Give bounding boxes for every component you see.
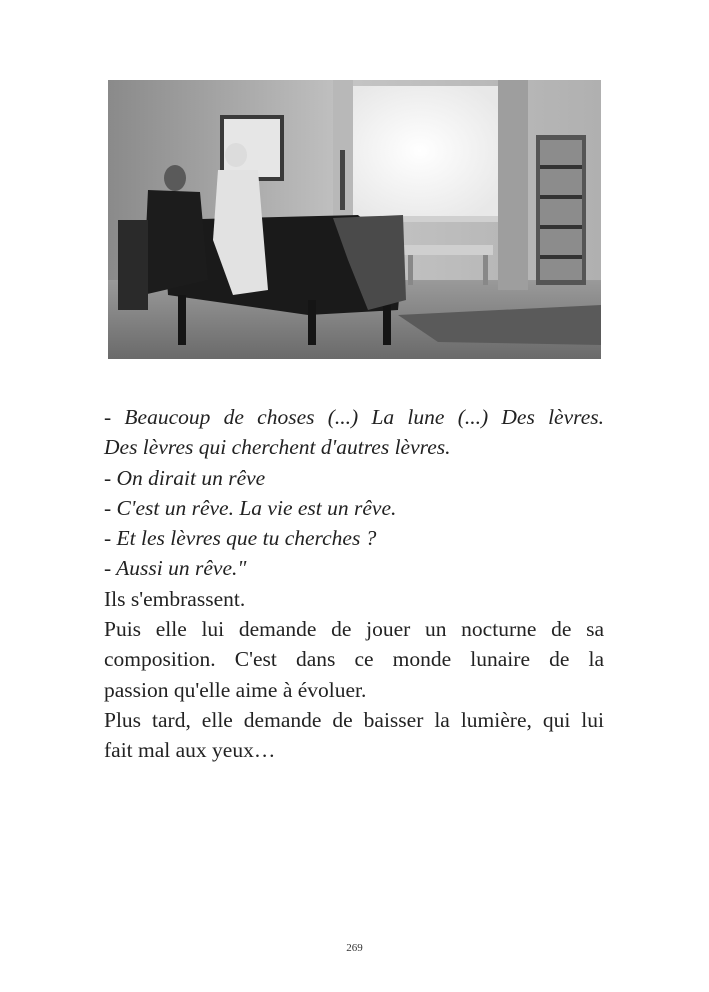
narration-line: passion qu'elle aime à évoluer. <box>104 677 367 702</box>
body-text <box>104 402 604 766</box>
dialogue-line: Des lèvres qui cherchent d'autres lèvres. <box>104 435 451 460</box>
narration-line: Puis elle lui demande de jouer un nocturne de sa <box>104 617 604 642</box>
dialogue-line: - Aussi un rêve." <box>104 556 247 581</box>
dialogue-line: - Beaucoup de choses (...) La lune (...) Des lèvres. <box>104 405 604 429</box>
dialogue-line: - Et les lèvres que tu cherches ? <box>104 526 377 551</box>
narration-line: Ils s'embrassent. <box>104 586 246 611</box>
page-number: 269 <box>346 942 363 954</box>
narration-line: composition. C'est dans ce monde lunaire de la <box>104 647 604 672</box>
narration-line: Plus tard, elle demande de baisser la lumière, qui lui <box>104 707 604 732</box>
dialogue-line: - C'est un rêve. La vie est un rêve. <box>104 495 397 520</box>
narration-line: fait mal aux yeux… <box>104 738 276 763</box>
dialogue-line: - On dirait un rêve <box>104 465 266 490</box>
film-still-illustration <box>108 80 601 359</box>
film-still-image <box>108 80 601 359</box>
